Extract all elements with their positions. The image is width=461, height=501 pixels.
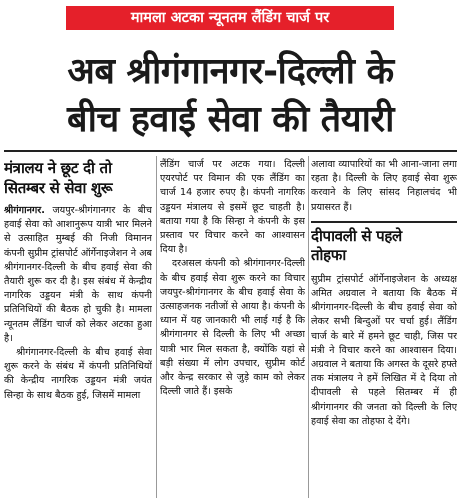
subheading-line-2: तोहफा — [311, 245, 346, 264]
column-divider-2 — [308, 156, 309, 498]
dateline: श्रीगंगानगर. — [4, 205, 45, 216]
subheading-line-1: दीपावली से पहले — [311, 226, 402, 245]
subheading-ministry — [4, 158, 152, 198]
article-column-3 — [311, 158, 457, 498]
article-column-1 — [4, 158, 152, 498]
subheading-diwali — [311, 221, 457, 265]
body-paragraph: अलावा व्यापारियों का भी आना-जाना लगा रहता है। दिल्ली के लिए हवाई सेवा शुरू करवाने के लिए सांसद निहालचंद भी प्रयासरत हैं। — [311, 159, 457, 213]
body-paragraph: श्रीगंगानगर-दिल्ली के बीच हवाई सेवा शुरू करने के संबंध में कंपनी प्रतिनिधियों की केन्द्रीय नागरिक उड्डयन मंत्री जयंत सिन्हा के साथ बैठक हुई, जिसमें मामला — [4, 347, 152, 401]
lead-text: जयपुर-श्रीगंगानगर के बीच हवाई सेवा को आशानुरूप यात्री भार मिलने से उत्साहित मुम्बई की निजी विमानन कंपनी सुप्रीम ट्रांसपोर्ट ऑर्गेनाइजेशन ने अब श्रीगंगानगर-दिल्ली के बीच हवाई सेवा की तैयारी शुरू कर दी है। इस संबंध में केन्द्रीय नागरिक उड्डयन मंत्री के साथ कंपनी प्रतिनिधियों की बैठक हो चुकी है। मामला न्यूनतम लैंडिंग चार्ज को लेकर अटका हुआ है। — [4, 205, 152, 344]
headline-line-1: अब श्रीगंगानगर-दिल्ली के — [67, 51, 394, 92]
kicker-banner: मामला अटका न्यूनतम लैंडिंग चार्ज पर — [66, 6, 394, 30]
headline — [4, 48, 457, 144]
body-paragraph: लैंडिंग चार्ज पर अटक गया। दिल्ली एयरपोर्ट पर विमान की एक लैंडिंग का चार्ज 14 हजार रुपए है। कंपनी नागरिक उड्डयन मंत्रालय से इसमें छूट चाहती है। बताया गया है कि सिन्हा ने कंपनी के इस प्रस्ताव पर विचार करने का आश्वासन दिया है। — [160, 159, 305, 256]
subheading-line-1: मंत्रालय ने छूट दी तो — [4, 159, 112, 177]
subheading-line-2: सितम्बर से सेवा शुरू — [4, 179, 113, 197]
column-divider-1 — [156, 156, 157, 498]
article-column-2 — [160, 158, 305, 498]
lead-paragraph — [4, 204, 152, 346]
body-paragraph: सुप्रीम ट्रांसपोर्ट ऑर्गेनाइजेशन के अध्यक्ष अमित अग्रवाल ने बताया कि बैठक में श्रीगंगानगर-दिल्ली के बीच हवाई सेवा को लेकर सभी बिन्दुओं पर चर्चा हुई। लैंडिंग चार्ज के बारे में हमने छूट चाही, जिस पर मंत्री ने विचार करने का आश्वासन दिया। अग्रवाल ने बताया कि अगस्त के दूसरे हफ्ते तक मंत्रालय ने हमें लिखित में दे दिया तो दीपावली से पहले सितम्बर में ही श्रीगंगानगर की जनता को दिल्ली के लिए हवाई सेवा का तोहफा दे देंगे। — [311, 273, 457, 427]
body-paragraph: दरअसल कंपनी को श्रीगंगानगर-दिल्ली के बीच हवाई सेवा शुरू करने का विचार जयपुर-श्रीगंगानगर के बीच हवाई सेवा के उत्साहजनक नतीजों से आया है। कंपनी के ध्यान में यह जानकारी भी लाई गई है कि श्रीगंगानगर से दिल्ली के लिए भी अच्छा यात्री भार मिल सकता है, क्योंकि यहां से बड़ी संख्या में लोग उपचार, सुप्रीम कोर्ट और केन्द्र सरकार से जुड़े काम को लेकर दिल्ली जाते हैं। इसके — [160, 258, 305, 398]
top-divider — [4, 150, 457, 152]
headline-line-2: बीच हवाई सेवा की तैयारी — [67, 99, 394, 140]
